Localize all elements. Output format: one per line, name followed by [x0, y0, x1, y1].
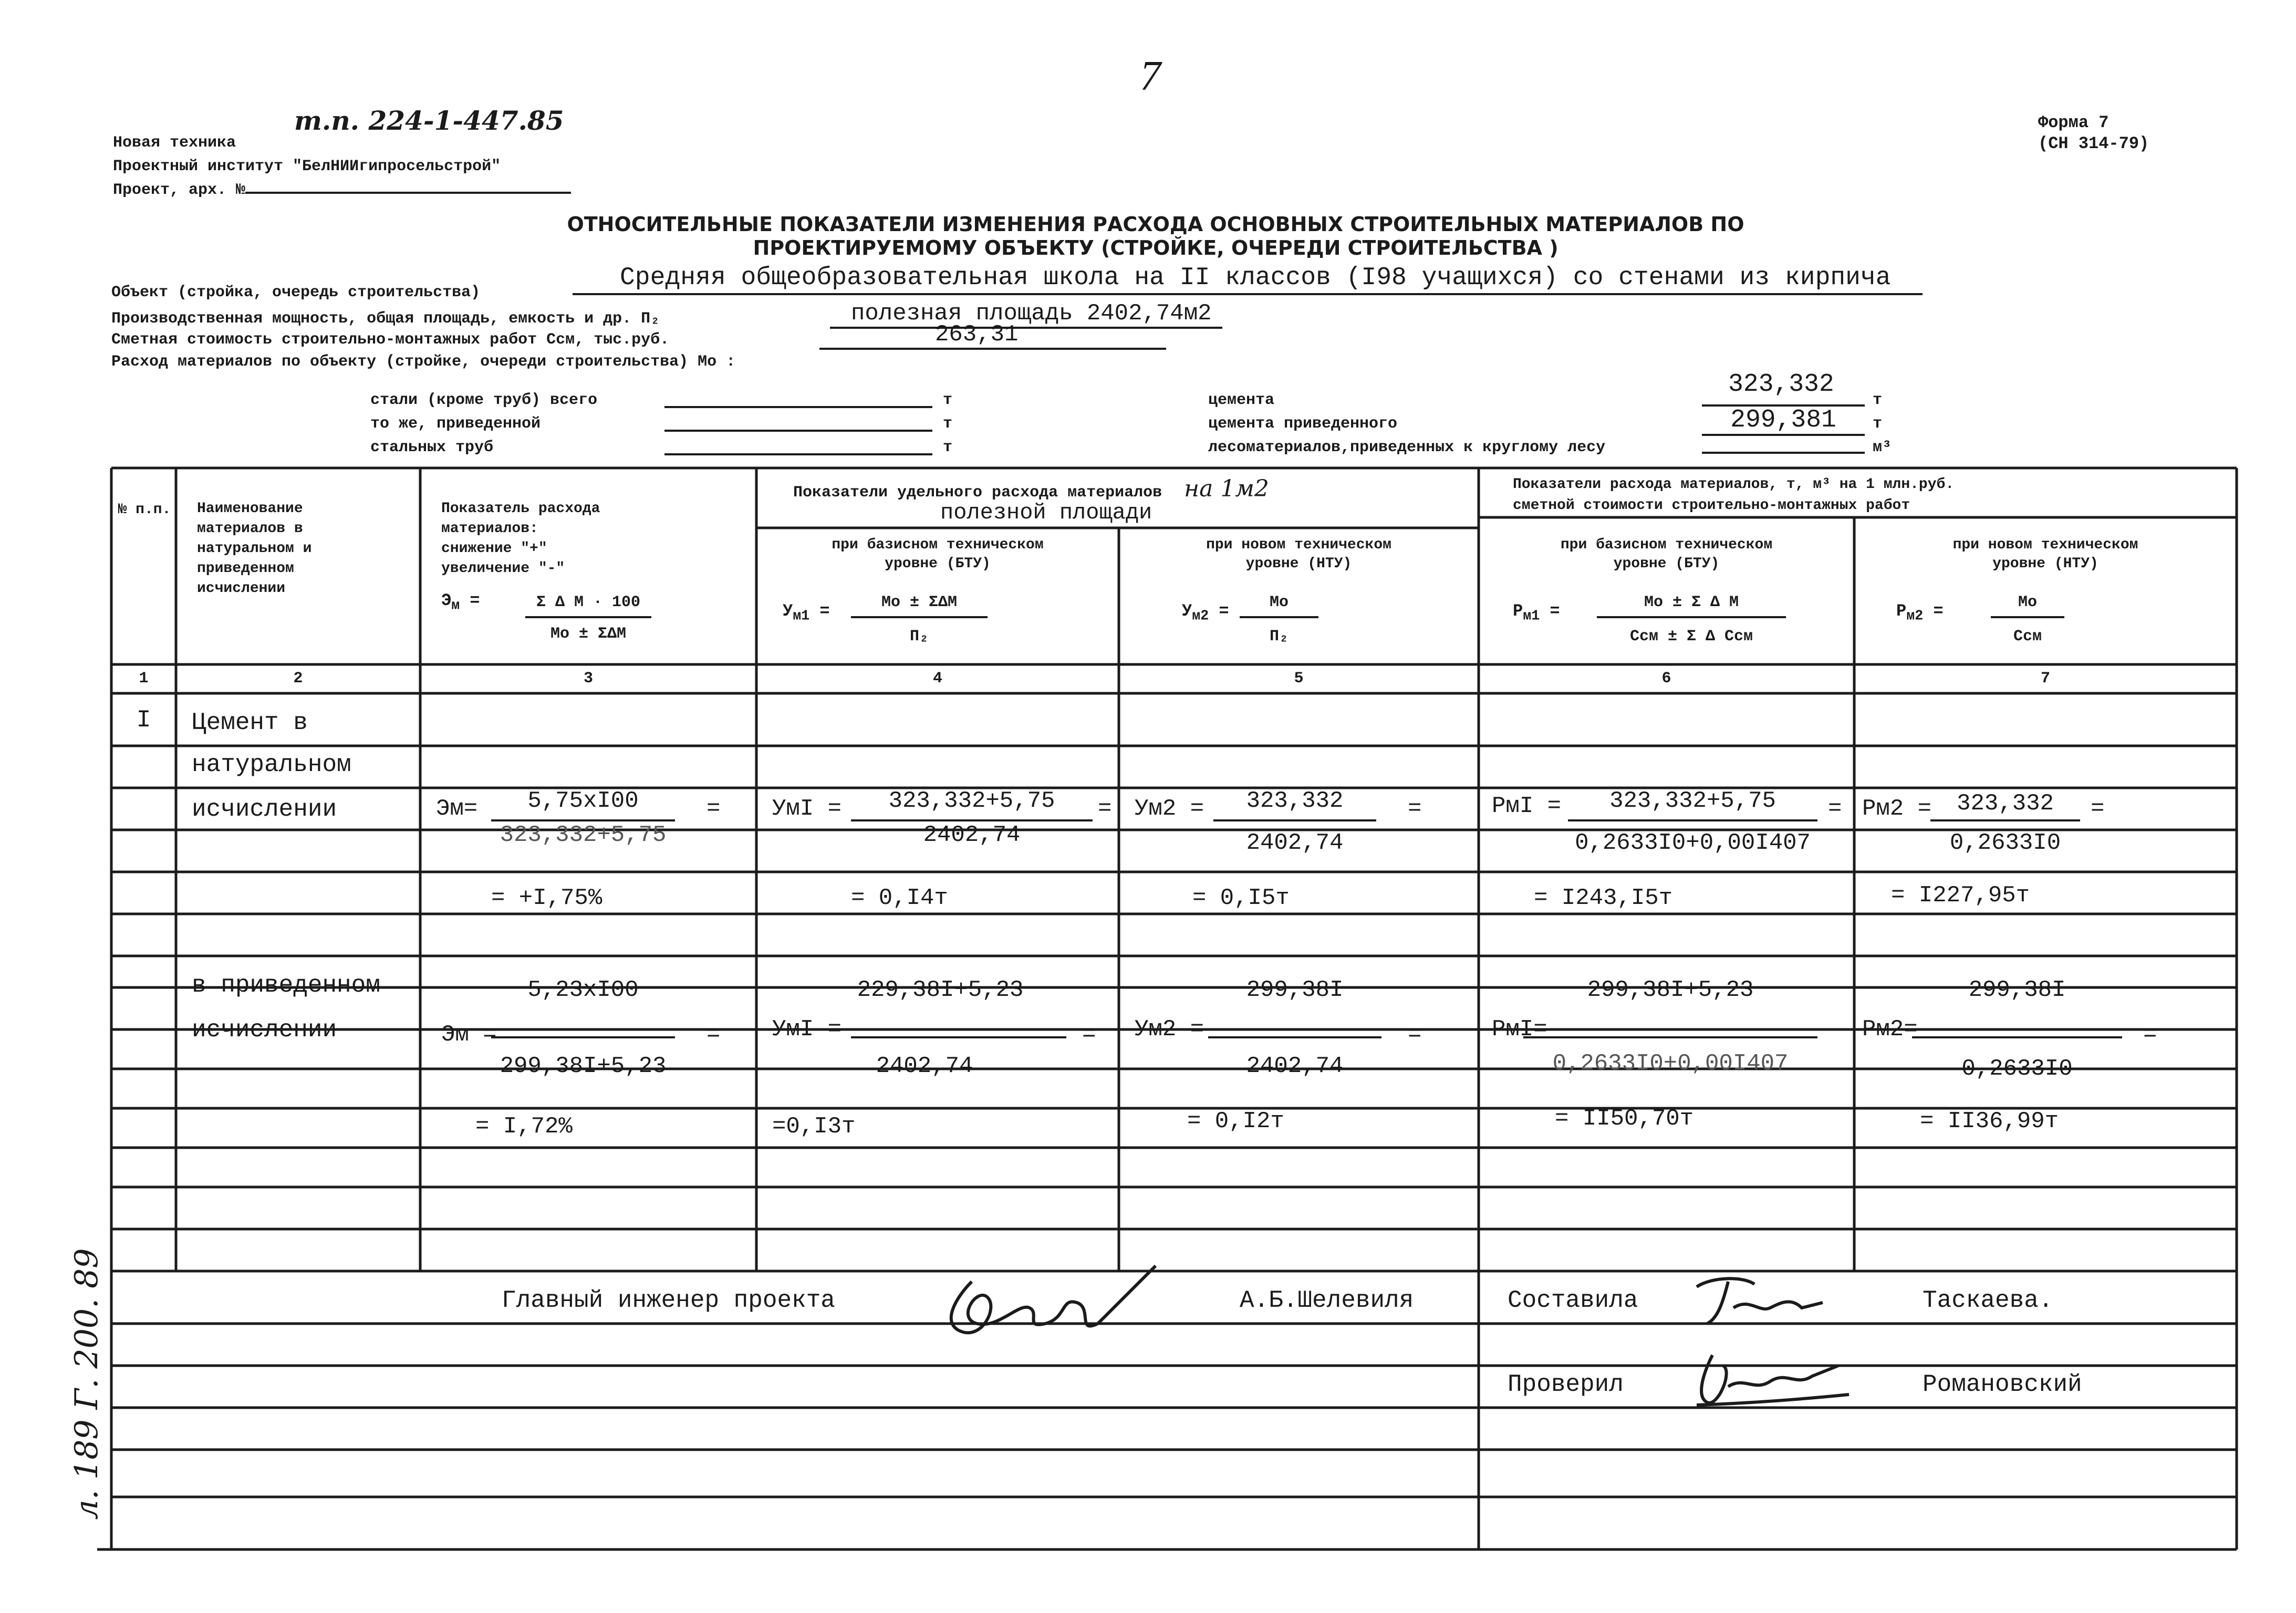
row2-c5-result: = 0,I2т: [1187, 1108, 1284, 1135]
header-col6-num: Мо ± Σ Δ М: [1644, 594, 1739, 611]
row2-c6-lhs: РмI=: [1492, 1016, 1547, 1043]
header-col6-den: Ссм ± Σ Δ Ссм: [1629, 628, 1753, 646]
compiled-label: Составила: [1508, 1287, 1638, 1314]
col-number-1: 1: [139, 670, 149, 688]
header-project-no: Проект, арх. №: [113, 181, 571, 199]
header-col4-den: П₂: [909, 628, 929, 646]
header-btu: при базисном техническом уровне (БТУ): [832, 537, 1044, 572]
row2-c4-eq: =: [1082, 1022, 1096, 1048]
row2-name-1: в приведенном: [192, 972, 380, 999]
cost-label: Сметная стоимость строительно-монтажных работ Ссм, тыс.руб.: [111, 331, 670, 349]
row2-c4-result: =0,I3т: [772, 1114, 856, 1140]
row2-c7-den: 0,2633I0: [1961, 1056, 2073, 1082]
row1-c3-eq: =: [707, 796, 721, 822]
row1-c6-eq: =: [1828, 796, 1842, 822]
page-title-line2: ПРОЕКТИРУЕМОМУ ОБЪЕКТУ (СТРОЙКЕ, ОЧЕРЕДИ СТРОИТЕЛЬСТВА ): [753, 236, 1559, 259]
header-col4-num: Мо ± ΣΔМ: [881, 594, 958, 611]
object-label: Объект (стройка, очередь строительства): [111, 284, 481, 301]
header-ntu: при новом техническом уровне (НТУ): [1206, 537, 1391, 572]
header-institute: Проектный институт "БелНИИгипросельстрой": [113, 158, 501, 175]
row1-number: I: [136, 706, 151, 734]
header-group1-sub: полезной площади: [940, 500, 1152, 525]
row1-c4-lhs: УмI =: [772, 796, 842, 822]
header-col6-lhs: $Р_{м1}$ =: [1513, 601, 1560, 625]
col-number-5: 5: [1294, 670, 1304, 688]
header-col3-formula: $Э_м$ =: [441, 591, 480, 614]
row2-c3-num: 5,23хI00: [527, 977, 639, 1003]
header-col5-den: П₂: [1269, 628, 1289, 646]
col-number-6: 6: [1661, 670, 1671, 688]
row2-c7-lhs: Рм2=: [1862, 1016, 1918, 1043]
row2-c7-num: 299,38I: [1968, 977, 2066, 1003]
consumption-label: Расход материалов по объекту (стройке, очереди строительства) Мо :: [111, 353, 736, 371]
col-number-3: 3: [583, 670, 593, 688]
row1-c5-eq: =: [1408, 796, 1422, 822]
object-value: Средняя общеобразовательная школа на II классов (I98 учащихся) со стенами из кирпича: [573, 264, 1923, 295]
row1-c5-result: = 0,I5т: [1192, 885, 1290, 911]
header-col7-lhs: $Р_{м2}$ =: [1896, 601, 1944, 625]
material-steel-reduced: то же, приведенной т: [370, 415, 953, 433]
checked-label: Проверил: [1508, 1371, 1624, 1398]
document-code: т.п. 224-1-447.85: [294, 105, 564, 136]
capacity-value: полезная площадь 2402,74м2: [830, 300, 1222, 329]
row1-c4-result: = 0,I4т: [851, 885, 948, 911]
row1-name-1: Цемент в: [192, 709, 308, 736]
row2-c6-result: = II50,70т: [1555, 1106, 1694, 1132]
material-steel-total: стали (кроме труб) всего т: [370, 391, 953, 409]
checked-name: Романовский: [1923, 1371, 2082, 1398]
row2-c6-den: 0,2633I0+0,00I407: [1552, 1050, 1789, 1077]
row1-c3-lhs: Эм=: [436, 796, 478, 822]
page-number: 7: [1140, 53, 1161, 99]
header-col4-lhs: $У_{м1}$ =: [783, 601, 830, 625]
row1-c6-den: 0,2633I0+0,00I407: [1575, 830, 1811, 856]
header-col7-den: Ссм: [2013, 628, 2042, 646]
row1-c5-lhs: Ум2 =: [1135, 796, 1204, 822]
header-btu-2: при базисном техническом уровне (БТУ): [1560, 537, 1773, 572]
form-number: Форма 7: [2038, 113, 2109, 132]
row2-c3-den: 299,38I+5,23: [500, 1053, 667, 1079]
material-cement-reduced-unit: т: [1873, 415, 1883, 433]
row2-c7-eq: =: [2143, 1022, 2157, 1048]
header-col3: Показатель расхода материалов: снижение "+" увеличение "-": [441, 501, 600, 577]
row1-c7-num: 323,332: [1957, 790, 2054, 817]
header-group2: Показатели расхода материалов, т, м³ на 1 млн.руб. сметной стоимости строительно-монтажных работ: [1513, 476, 1955, 514]
margin-note: л. 189 Г. 200. 89: [68, 1248, 105, 1520]
material-timber-unit: м³: [1873, 439, 1892, 456]
row2-c4-den: 2402,74: [876, 1053, 973, 1079]
row2-c3-lhs: Эм =: [441, 1022, 497, 1048]
row2-c7-result: = II36,99т: [1920, 1108, 2059, 1135]
row1-c5-num: 323,332: [1246, 788, 1344, 814]
header-group1: Показатели удельного расхода материалов на 1м2: [793, 475, 1269, 502]
material-cement-unit: т: [1873, 391, 1883, 409]
header-name: Наименование материалов в натуральном и приведенном исчислении: [197, 501, 312, 597]
header-new-tech: Новая техника: [113, 134, 236, 152]
material-cement-label: цемента: [1208, 391, 1275, 409]
row1-c4-num: 323,332+5,75: [888, 788, 1055, 814]
chief-engineer-name: А.Б.Шелевиля: [1240, 1287, 1414, 1314]
row2-c5-den: 2402,74: [1246, 1053, 1344, 1079]
row2-name-2: исчислении: [192, 1016, 337, 1044]
row1-c6-result: = I243,I5т: [1534, 885, 1673, 911]
row1-name-3: исчислении: [192, 796, 337, 823]
row1-c6-lhs: РмI =: [1492, 793, 1562, 819]
header-col7-num: Мо: [2018, 594, 2037, 611]
row1-c4-eq: =: [1098, 796, 1112, 822]
form-standard: (СН 314-79): [2038, 134, 2149, 153]
row1-name-2: натуральном: [192, 751, 351, 778]
header-col3-num: Σ Δ М · 100: [536, 594, 641, 611]
row2-c3-result: = I,72%: [475, 1114, 573, 1140]
row1-c7-lhs: Рм2 =: [1862, 796, 1932, 822]
material-cement-reduced-label: цемента приведенного: [1208, 415, 1398, 433]
header-num: № п.п.: [118, 502, 171, 518]
col-number-2: 2: [293, 670, 303, 688]
row1-c7-eq: =: [2091, 796, 2105, 822]
row1-c7-result: = I227,95т: [1891, 882, 2030, 909]
row2-c4-lhs: УмI =: [772, 1016, 842, 1043]
row1-c7-den: 0,2633I0: [1949, 830, 2061, 856]
cost-value: 263,31: [819, 321, 1166, 350]
material-cement-value: 323,332: [1728, 370, 1834, 399]
row2-c5-lhs: Ум2 =: [1135, 1016, 1204, 1043]
material-cement-reduced-value: 299,381: [1702, 404, 1865, 436]
row1-c6-num: 323,332+5,75: [1609, 788, 1776, 814]
compiled-name: Таскаева.: [1923, 1287, 2053, 1314]
material-steel-pipes: стальных труб т: [370, 439, 953, 456]
chief-engineer-label: Главный инженер проекта: [502, 1287, 835, 1314]
header-col5-num: Мо: [1269, 594, 1289, 611]
header-col5-lhs: $У_{м2}$ =: [1182, 601, 1229, 625]
row2-c5-num: 299,38I: [1246, 977, 1344, 1003]
page-title: ОТНОСИТЕЛЬНЫЕ ПОКАЗАТЕЛИ ИЗМЕНЕНИЯ РАСХОДА ОСНОВНЫХ СТРОИТЕЛЬНЫХ МАТЕРИАЛОВ ПО: [567, 213, 1744, 236]
header-ntu-2: при новом техническом уровне (НТУ): [1952, 537, 2138, 572]
row2-c3-eq: =: [707, 1022, 721, 1048]
row1-c4-den: 2402,74: [923, 822, 1021, 848]
material-timber-label: лесоматериалов,приведенных к круглому лесу: [1208, 439, 1606, 456]
row2-c5-eq: =: [1408, 1022, 1422, 1048]
row1-c3-num: 5,75хI00: [527, 788, 639, 814]
row1-c5-den: 2402,74: [1246, 830, 1344, 856]
col-number-4: 4: [932, 670, 942, 688]
row2-c4-num: 229,38I+5,23: [857, 977, 1024, 1003]
row1-c3-den: 323,332+5,75: [500, 822, 667, 848]
row1-c3-result: = +I,75%: [491, 885, 602, 911]
capacity-label: Производственная мощность, общая площадь, емкость и др. П₂: [111, 310, 660, 328]
header-col3-den: Мо ± ΣΔМ: [550, 625, 627, 643]
row2-c6-num: 299,38I+5,23: [1587, 977, 1754, 1003]
col-number-7: 7: [2040, 670, 2050, 688]
